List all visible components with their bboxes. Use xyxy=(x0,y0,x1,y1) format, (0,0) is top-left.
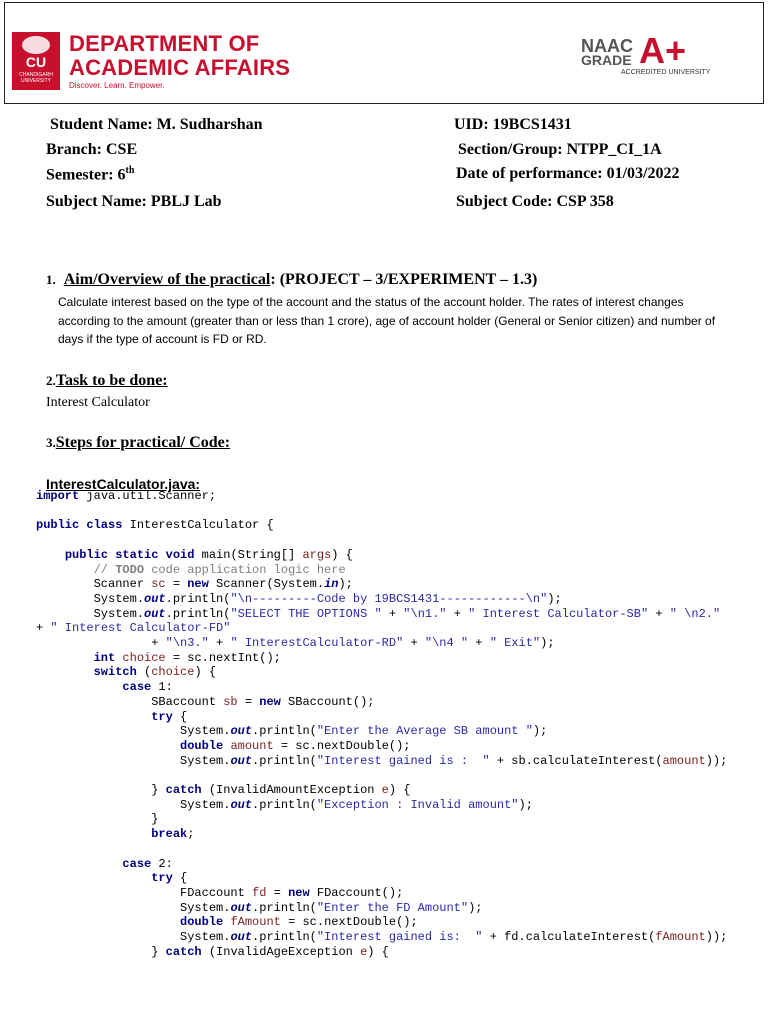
task-title: Task to be done: xyxy=(55,372,168,389)
semester xyxy=(46,165,134,184)
aim-text: Calculate interest based on the type of the account and the status of the account holder. The rates of interest changes according to the amount (greater than or less than 1 crore), age of account holder (General or Senior citizen) and number of days if the type of account is FD or RD. xyxy=(58,295,716,346)
steps-heading xyxy=(46,434,230,452)
grade-text: GRADE xyxy=(581,52,632,68)
aim-title: Aim/Overview of the practical xyxy=(63,271,271,288)
naac-badge xyxy=(579,30,719,83)
accredited-text: ACCREDITED UNIVERSITY xyxy=(621,69,711,76)
subject-code: Subject Code: CSP 358 xyxy=(456,193,614,210)
department-title xyxy=(69,32,290,80)
dept-line-2: ACADEMIC AFFAIRS xyxy=(69,55,291,80)
student-uid: UID: 19BCS1431 xyxy=(454,116,572,133)
aim-heading xyxy=(46,271,537,289)
grade-value: A+ xyxy=(639,30,687,71)
task-heading xyxy=(46,372,168,390)
steps-title: Steps for practical/ Code: xyxy=(55,434,231,451)
section-group: Section/Group: NTPP_CI_1A xyxy=(458,141,662,158)
branch: Branch: CSE xyxy=(46,141,138,158)
aim-suffix: : (PROJECT – 3/EXPERIMENT – 1.3) xyxy=(270,271,538,288)
steps-number: 3. xyxy=(46,435,56,450)
task-number: 2. xyxy=(46,373,56,388)
naac-text: NAAC xyxy=(581,36,633,56)
aim-number: 1. xyxy=(46,272,56,287)
date-of-performance: Date of performance: 01/03/2022 xyxy=(456,165,680,182)
task-text: Interest Calculator xyxy=(46,395,150,410)
university-logo xyxy=(12,32,60,90)
emblem-icon xyxy=(22,36,50,54)
dept-line-1: DEPARTMENT OF xyxy=(69,31,260,56)
tagline: Discover. Learn. Empower. xyxy=(69,81,165,90)
student-name: Student Name: M. Sudharshan xyxy=(50,116,263,133)
letterhead xyxy=(4,2,764,104)
logo-subtext: CHANDIGARH UNIVERSITY xyxy=(19,72,53,84)
semester-suffix: th xyxy=(125,165,135,176)
logo-text: CU xyxy=(25,54,47,70)
code-filename: InterestCalculator.java: xyxy=(46,476,201,492)
subject-name: Subject Name: PBLJ Lab xyxy=(46,193,222,210)
code-listing: import java.util.Scanner; public class InterestCalculator { public static void main(String[] args) { // TODO code application logic here Scanner sc = new Scanner(System.in); System.out.println("\n---------Code by 19BCS1431------------\n"); System.out.println("SELECT THE OPTIONS " + "\n1." + " Interest Calculator-SB" + " \n2." + " Interest Calculator-FD" + "\n3." + " InterestCalculator-RD" + "\n4 " + " Exit"); int choice = sc.nextInt(); switch (choice) { case 1: SBaccount sb = new SBaccount(); try { System.out.println("Enter the Average SB amount "); double amount = sc.nextDouble(); System.out.println("Interest gained is : " + sb.calculateInterest(amount)); } catch (InvalidAmountException e) { System.out.println("Exception : Invalid amount"); } break; case 2: try { FDaccount fd = new FDaccount(); System.out.println("Enter the FD Amount"); double fAmount = sc.nextDouble(); System.out.println("Interest gained is: " + fd.calculateInterest(fAmount)); } catch (InvalidAgeException e) { xyxy=(36,489,728,959)
semester-label: Semester: 6 xyxy=(46,166,126,184)
